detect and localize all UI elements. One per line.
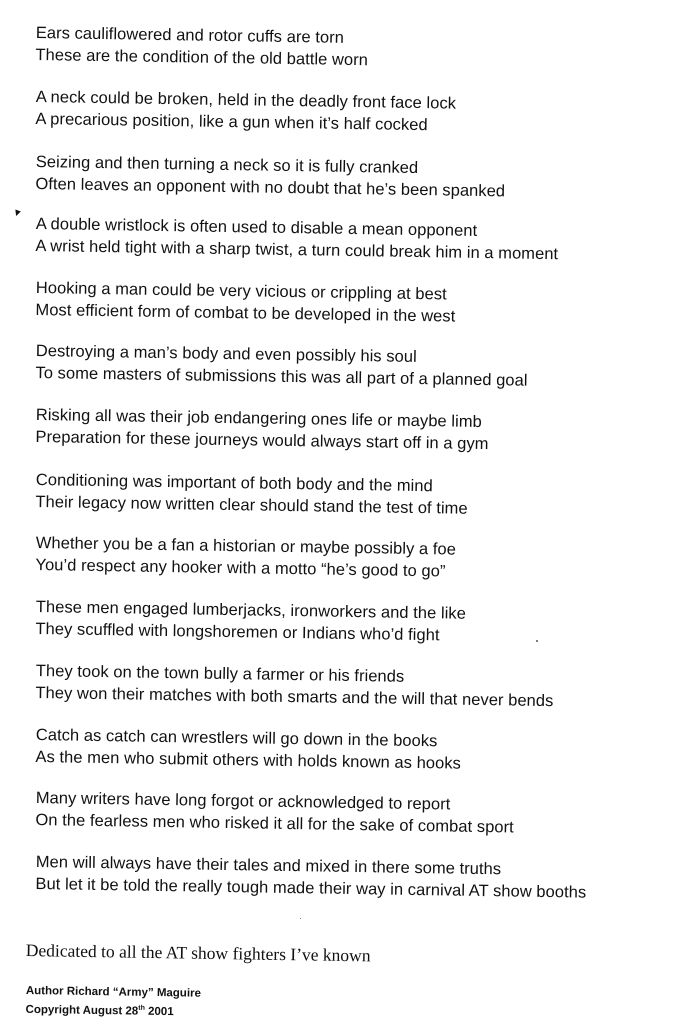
poem-line: But let it be told the really tough made their way in carnival AT show booths [35, 874, 587, 902]
poem-line: These are the condition of the old battle worn [35, 45, 369, 70]
poem-line: To some masters of submissions this was all part of a planned goal [35, 363, 528, 390]
poem-line: Destroying a man’s body and even possibly his soul [35, 341, 417, 366]
credits [25, 984, 201, 1021]
poem-line: They won their matches with both smarts and the will that never bends [35, 683, 554, 711]
stanza [35, 469, 672, 523]
poem-line: Preparation for these journeys would always start off in a gym [35, 427, 489, 454]
poem-line: Their legacy now written clear should stand the test of time [35, 492, 468, 518]
stanza [35, 851, 672, 905]
poem-line: They took on the town bully a farmer or his friends [35, 661, 405, 686]
poem-line: As the men who submit others with holds known as hooks [35, 747, 462, 773]
stanza [35, 724, 672, 778]
poem-line: A neck could be broken, held in the deadly front face lock [35, 87, 457, 113]
scan-speck [300, 918, 301, 919]
poem-line: Whether you be a fan a historian or maybe possibly a foe [35, 533, 457, 559]
stanza [35, 532, 672, 586]
poem-line: Most efficient form of combat to be developed in the west [35, 300, 456, 326]
stanza [35, 277, 672, 331]
poem-line: They scuffled with longshoremen or Indians who’d fight [35, 619, 440, 645]
poem-line: Risking all was their job endangering ones life or maybe limb [35, 405, 482, 432]
copyright-line [25, 999, 200, 1021]
poem-line: A precarious position, like a gun when it’s half cocked [35, 109, 428, 135]
scan-speck [536, 640, 538, 642]
poem-line: These men engaged lumberjacks, ironworkers and the like [35, 597, 467, 623]
stanza [35, 86, 672, 140]
copyright-ordinal: th [138, 1004, 145, 1012]
stanza [35, 213, 672, 267]
author-line: Author Richard “Army” Maguire [25, 984, 202, 1000]
poem-line: Often leaves an opponent with no doubt that he’s been spanked [35, 174, 506, 201]
poem-line: Catch as catch can wrestlers will go down in the books [35, 725, 438, 751]
poem-line: Men will always have their tales and mixed in there some truths [35, 852, 502, 879]
poem-line: Many writers have long forgot or acknowledged to report [35, 788, 451, 814]
copyright-prefix: Copyright August 28 [25, 1003, 139, 1018]
poem-line: Ears cauliflowered and rotor cuffs are torn [35, 23, 345, 47]
poem-line: Conditioning was important of both body and the mind [35, 470, 433, 496]
dedication: Dedicated to all the AT show fighters I’ve known [25, 940, 371, 966]
stanza [35, 340, 672, 394]
stanza [35, 660, 672, 714]
stanza [35, 787, 672, 841]
stanza [35, 22, 672, 76]
stanza [35, 404, 672, 458]
poem-line: Seizing and then turning a neck so it is fully cranked [35, 152, 419, 178]
copyright-year: 2001 [144, 1005, 174, 1019]
poem-line: You’d respect any hooker with a motto “he’s good to go” [35, 555, 446, 581]
stanza [35, 151, 672, 205]
poem-line: A wrist held tight with a sharp twist, a turn could break him in a moment [35, 236, 559, 264]
poem-line: A double wristlock is often used to disable a mean opponent [35, 214, 478, 240]
stray-mark: ▼ [10, 206, 24, 221]
stanza [35, 596, 672, 650]
poem-line: On the fearless men who risked it all for the sake of combat sport [35, 810, 514, 837]
poem-line: Hooking a man could be very vicious or crippling at best [35, 278, 447, 304]
